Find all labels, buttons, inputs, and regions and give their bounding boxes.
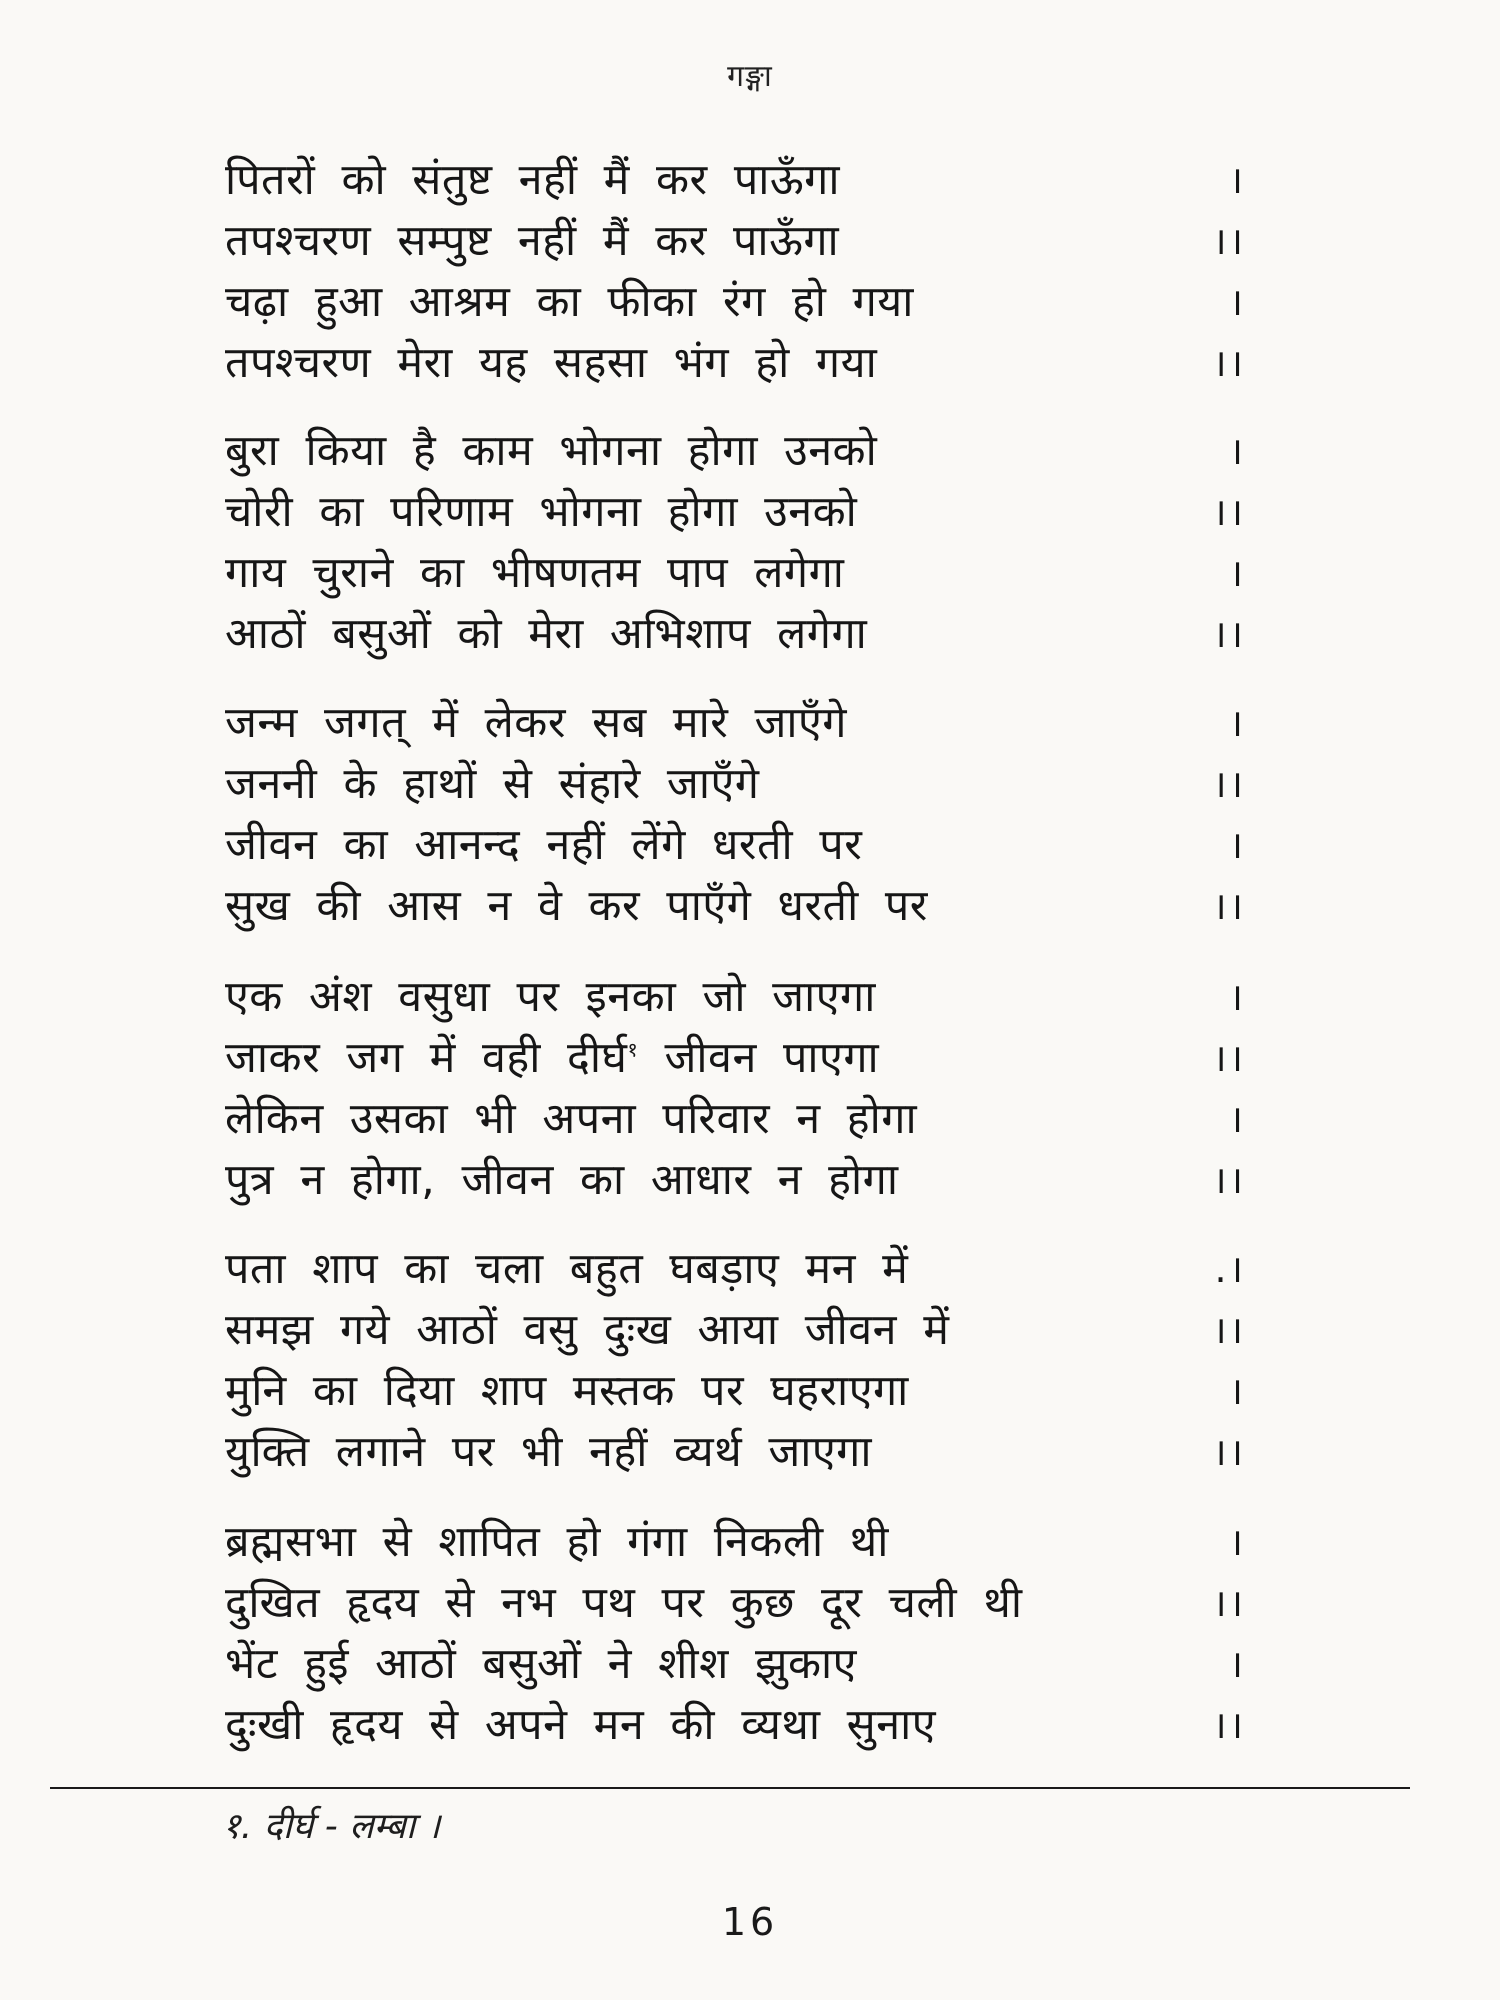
verse-end-mark: । — [1228, 429, 1245, 473]
page-number: 16 — [721, 1900, 779, 1944]
verse-text: लेकिन उसका भी अपना परिवार न होगा — [225, 1094, 918, 1144]
verse-line — [225, 543, 1245, 604]
verse-end-mark: । — [1228, 551, 1245, 595]
verse-end-mark: ।। — [1212, 1308, 1245, 1352]
verse-text: युक्ति लगाने पर भी नहीं व्यर्थ जाएगा — [225, 1427, 873, 1477]
verse-end-mark: । — [1228, 701, 1245, 745]
verse-text: गाय चुराने का भीषणतम पाप लगेगा — [225, 548, 845, 598]
verse-text: तपश्चरण सम्पुष्ट नहीं मैं कर पाऊँगा — [225, 216, 840, 266]
verse-text: दुःखी हृदय से अपने मन की व्यथा सुनाए — [225, 1700, 936, 1750]
verse-end-mark: ।। — [1212, 219, 1245, 263]
verse-text: जीवन का आनन्द नहीं लेंगे धरती पर — [225, 820, 863, 870]
verse-line — [225, 1422, 1245, 1483]
stanza — [225, 967, 1245, 1211]
verse-end-mark: ।। — [1212, 1158, 1245, 1202]
footnote-reference: १ — [627, 1037, 639, 1062]
verse-line — [225, 1695, 1245, 1756]
verse-text: पता शाप का चला बहुत घबड़ाए मन में — [225, 1244, 909, 1294]
verse-end-mark: । — [1228, 1520, 1245, 1564]
verse-line — [225, 967, 1245, 1028]
footnote-divider — [50, 1787, 1410, 1789]
verse-line — [225, 1573, 1245, 1634]
verse-line — [225, 1361, 1245, 1422]
verse-line — [225, 272, 1245, 333]
verse-text-part: जाकर जग में वही दीर्घ — [225, 1033, 628, 1083]
verse-end-mark: ।। — [1212, 341, 1245, 385]
verse-end-mark: ।। — [1212, 1430, 1245, 1474]
verse-end-mark: । — [1228, 280, 1245, 324]
verse-line — [225, 211, 1245, 272]
verse-text — [225, 1028, 879, 1089]
verse-line — [225, 1300, 1245, 1361]
verse-text: आठों बसुओं को मेरा अभिशाप लगेगा — [225, 609, 868, 659]
verse-end-mark: ।। — [1212, 490, 1245, 534]
verse-end-mark: । — [1228, 1369, 1245, 1413]
stanza — [225, 150, 1245, 394]
verse-end-mark: .। — [1214, 1247, 1245, 1291]
verse-text: जननी के हाथों से संहारे जाएँगे — [225, 759, 760, 809]
verse-text: पितरों को संतुष्ट नहीं मैं कर पाऊँगा — [225, 155, 840, 205]
verse-line — [225, 754, 1245, 815]
stanza — [225, 1512, 1245, 1756]
verse-end-mark: । — [1228, 823, 1245, 867]
stanza — [225, 421, 1245, 665]
verse-line — [225, 150, 1245, 211]
verse-text: एक अंश वसुधा पर इनका जो जाएगा — [225, 972, 876, 1022]
verse-line — [225, 693, 1245, 754]
verse-line — [225, 333, 1245, 394]
verse-line — [225, 421, 1245, 482]
verse-line — [225, 1634, 1245, 1695]
verse-end-mark: ।। — [1212, 762, 1245, 806]
verse-end-mark: ।। — [1212, 1036, 1245, 1080]
verse-line — [225, 1089, 1245, 1150]
verse-text: ब्रह्मसभा से शापित हो गंगा निकली थी — [225, 1517, 889, 1567]
verse-text: दुखित हृदय से नभ पथ पर कुछ दूर चली थी — [225, 1578, 1023, 1628]
running-head: गङ्गा — [727, 59, 773, 94]
verse-end-mark: ।। — [1212, 612, 1245, 656]
verse-text: तपश्चरण मेरा यह सहसा भंग हो गया — [225, 338, 878, 388]
stanza — [225, 1239, 1245, 1483]
verse-line — [225, 604, 1245, 665]
verse-text: जन्म जगत् में लेकर सब मारे जाएँगे — [225, 698, 847, 748]
verse-end-mark: ।। — [1212, 1703, 1245, 1747]
verse-line — [225, 1028, 1245, 1089]
verse-end-mark: । — [1228, 158, 1245, 202]
verse-end-mark: । — [1228, 1642, 1245, 1686]
verse-end-mark: ।। — [1212, 884, 1245, 928]
verse-line — [225, 482, 1245, 543]
verse-text: भेंट हुई आठों बसुओं ने शीश झुकाए — [225, 1639, 857, 1689]
verse-text: चोरी का परिणाम भोगना होगा उनको — [225, 487, 858, 537]
verse-line — [225, 876, 1245, 937]
verse-text: समझ गये आठों वसु दुःख आया जीवन में — [225, 1305, 950, 1355]
verse-end-mark: । — [1228, 1097, 1245, 1141]
verse-text: मुनि का दिया शाप मस्तक पर घहराएगा — [225, 1366, 909, 1416]
verse-line — [225, 1512, 1245, 1573]
verse-end-mark: । — [1228, 975, 1245, 1019]
footnote: १. दीर्घ - लम्बा । — [222, 1806, 441, 1847]
stanza — [225, 693, 1245, 937]
verse-line — [225, 815, 1245, 876]
verse-text: चढ़ा हुआ आश्रम का फीका रंग हो गया — [225, 277, 914, 327]
verse-line — [225, 1239, 1245, 1300]
verse-line — [225, 1150, 1245, 1211]
verse-text: सुख की आस न वे कर पाएँगे धरती पर — [225, 881, 928, 931]
verse-text: पुत्र न होगा, जीवन का आधार न होगा — [225, 1155, 899, 1205]
verse-text-part: जीवन पाएगा — [638, 1033, 880, 1083]
verse-end-mark: ।। — [1212, 1581, 1245, 1625]
verse-text: बुरा किया है काम भोगना होगा उनको — [225, 426, 878, 476]
